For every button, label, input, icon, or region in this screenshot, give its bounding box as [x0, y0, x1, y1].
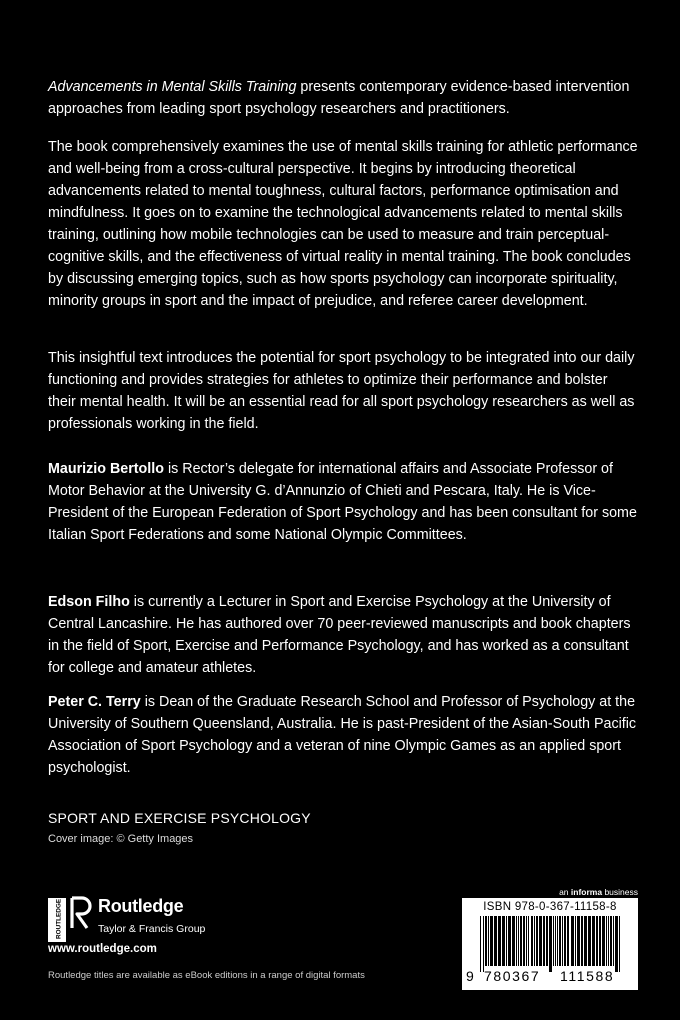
barcode-bar	[549, 916, 552, 972]
barcode-bar	[602, 916, 605, 966]
barcode-digits-left: 780367	[484, 968, 541, 984]
barcode-bar	[613, 916, 614, 966]
barcode-bars	[480, 916, 626, 972]
cover-credit: Cover image: © Getty Images	[48, 833, 194, 845]
barcode-digits-right: 111588	[560, 968, 615, 984]
barcode-bar	[518, 916, 519, 966]
vertical-mark-text: ROUTLEDGE	[55, 898, 63, 939]
barcode-bar	[528, 916, 529, 966]
barcode-bar	[581, 916, 583, 966]
barcode-bar	[553, 916, 554, 966]
barcode	[462, 898, 638, 990]
author-name: Peter C. Terry	[48, 694, 141, 710]
barcode-bar	[615, 916, 618, 972]
series-name: SPORT AND EXERCISE PSYCHOLOGY	[48, 810, 311, 826]
barcode-bar	[564, 916, 566, 966]
barcode-bar	[520, 916, 522, 966]
informa-tagline: an informa business	[559, 887, 638, 897]
overview-paragraph: The book comprehensively examines the use of mental skills training for athletic performance and well-being from a cross-cultural perspective. It begins by introducing theoretical advancements related to mental toughness, cultural factors, performance optimisation and mindfulness. It goes on to examine the technological advancements related to mental skills training, outlining how mobile technologies can be used to measure and train perceptual-cognitive skills, and the effectiveness of virtual reality in mental training. The book concludes by discussing emerging topics, such as how sports psychology can incorporate spirituality, minority groups in sport and the impact of prejudice, and referee career development.	[48, 139, 638, 309]
barcode-bar	[534, 916, 535, 966]
barcode-bar	[490, 916, 493, 966]
barcode-bar	[596, 916, 598, 966]
barcode-bar	[485, 916, 487, 966]
barcode-bar	[483, 916, 484, 972]
barcode-bar	[584, 916, 587, 966]
author-name: Maurizio Bertollo	[48, 461, 164, 477]
barcode-bar	[498, 916, 501, 966]
barcode-bar	[506, 916, 507, 966]
barcode-bar	[619, 916, 620, 972]
barcode-bar	[480, 916, 481, 972]
author-bio-text: is Dean of the Graduate Research School and Professor of Psychology at the University of Southern Queensland, Australia. He is past-President of the Asian-South Pacific Association of Sport Psychology and a veteran of nine Olympic Games as an applied sport psychologist.	[48, 694, 637, 776]
publisher-group: Taylor & Francis Group	[98, 923, 206, 935]
barcode-bar	[575, 916, 576, 966]
barcode-bar	[526, 916, 527, 966]
barcode-bar	[588, 916, 591, 966]
barcode-bar	[557, 916, 558, 966]
author-name: Edson Filho	[48, 594, 130, 610]
barcode-bar	[599, 916, 601, 966]
author-bio	[48, 591, 638, 679]
author-bio	[48, 691, 638, 779]
barcode-bar	[523, 916, 525, 966]
barcode-bar	[559, 916, 561, 966]
barcode-bar	[512, 916, 515, 966]
barcode-bar	[536, 916, 538, 966]
isbn-label: ISBN 978-0-367-11158-8	[483, 901, 617, 913]
barcode-bar	[508, 916, 511, 966]
intro-text: presents contemporary evidence-based intervention approaches from leading sport psychology researchers and practitioners.	[48, 79, 630, 117]
barcode-bar	[608, 916, 609, 966]
barcode-bar	[562, 916, 563, 966]
ebook-note: Routledge titles are available as eBook editions in a range of digital formats	[48, 970, 365, 981]
barcode-bar	[555, 916, 556, 966]
barcode-bar	[543, 916, 545, 966]
barcode-bar	[592, 916, 595, 966]
routledge-r-icon	[70, 896, 92, 930]
routledge-logo	[48, 896, 208, 948]
barcode-bar	[516, 916, 517, 966]
barcode-bar	[494, 916, 497, 966]
barcode-bar	[577, 916, 580, 966]
barcode-bar	[571, 916, 574, 966]
barcode-bar	[546, 916, 548, 966]
barcode-digit-first: 9	[466, 968, 474, 984]
informa-brand: informa	[570, 887, 603, 897]
barcode-bar	[567, 916, 569, 966]
barcode-bar	[606, 916, 607, 966]
barcode-bar	[502, 916, 505, 966]
barcode-bar	[539, 916, 542, 966]
author-bio-text: is currently a Lecturer in Sport and Exercise Psychology at the University of Central Lancashire. He has authored over 70 peer-reviewed manuscripts and book chapters in the field of Sport, Exercise and Performance Psychology, and has worked as a consultant for college and amateur athletes.	[48, 594, 631, 676]
barcode-bar	[488, 916, 489, 966]
summary-paragraph: This insightful text introduces the potential for sport psychology to be integrated into our daily functioning and provides strategies for athletes to optimize their performance and bolster their mental health. It will be an essential read for all sport psychology researchers as well as professionals working in the field.	[48, 350, 635, 432]
author-bio	[48, 458, 638, 546]
intro-paragraph	[48, 76, 638, 120]
routledge-vertical-mark	[48, 898, 66, 942]
publisher-name: Routledge	[98, 896, 184, 916]
book-title: Advancements in Mental Skills Training	[48, 79, 297, 95]
publisher-website[interactable]: www.routledge.com	[48, 943, 157, 955]
author-bio-text: is Rector’s delegate for international affairs and Associate Professor of Motor Behavior at the University G. d’Annunzio of Chieti and Pescara, Italy. He is Vice-President of the European Federation of Sport Psychology and has been consultant for some Italian Sport Federations and some National Olympic Committees.	[48, 461, 637, 543]
barcode-bar	[531, 916, 533, 966]
barcode-bar	[610, 916, 612, 966]
